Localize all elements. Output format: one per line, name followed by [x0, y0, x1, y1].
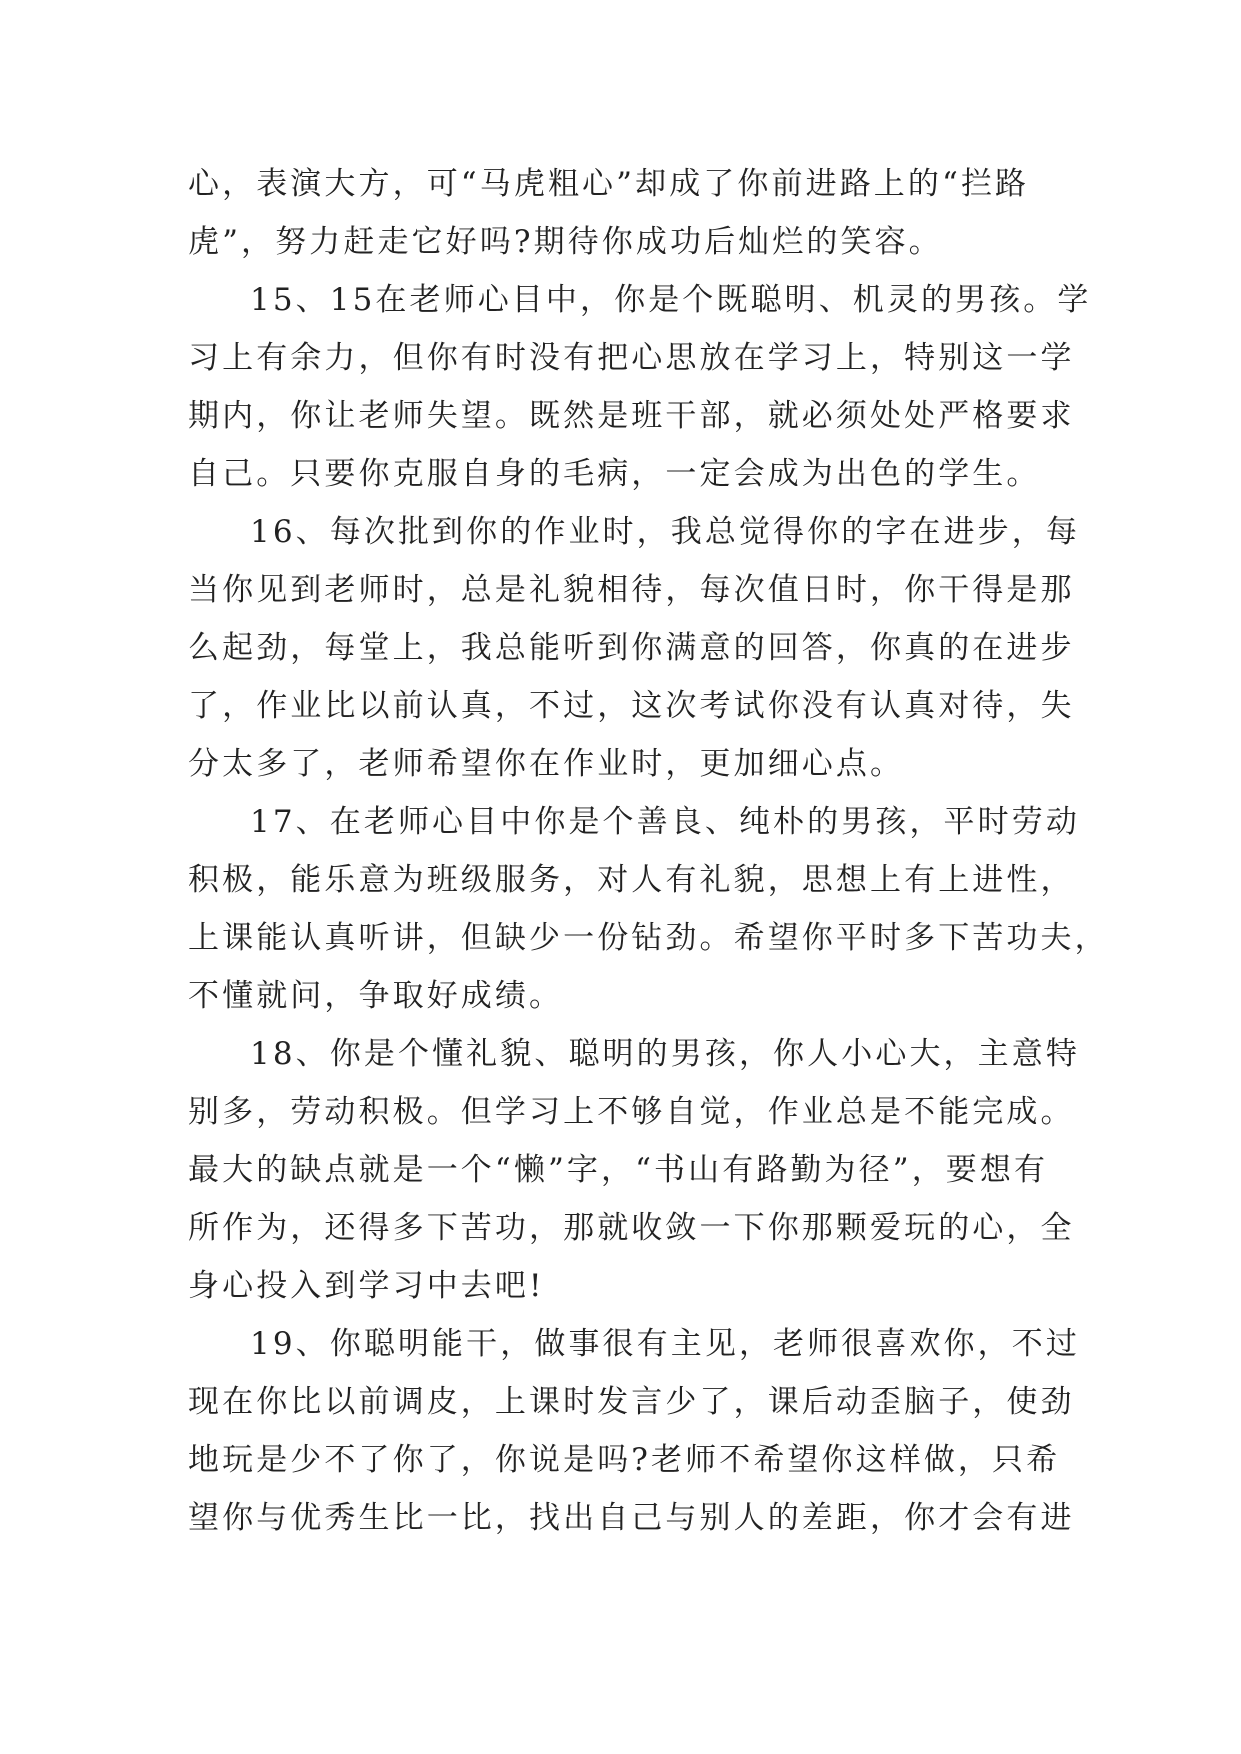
text-line: 最大的缺点就是一个“懒”字，“书山有路勤为径”，要想有	[188, 1152, 1049, 1188]
text-line: 别多，劳动积极。但学习上不够自觉，作业总是不能完成。	[188, 1094, 1075, 1130]
text-line: 自己。只要你克服自身的毛病，一定会成为出色的学生。	[188, 456, 1041, 492]
text-line: 身心投入到学习中去吧!	[188, 1268, 545, 1304]
text-line: 现在你比以前调皮，上课时发言少了，课后动歪脑子，使劲	[188, 1384, 1075, 1420]
text-line: 期内，你让老师失望。既然是班干部，就必须处处严格要求	[188, 398, 1075, 434]
paragraph-start-line: 18、你是个懂礼貌、聪明的男孩，你人小心大，主意特	[250, 1036, 1080, 1072]
text-line: 当你见到老师时，总是礼貌相待，每次值日时，你干得是那	[188, 572, 1075, 608]
paragraph-start-line: 15、15在老师心目中，你是个既聪明、机灵的男孩。学	[250, 282, 1092, 318]
paragraph-start-line: 16、每次批到你的作业时，我总觉得你的字在进步，每	[250, 514, 1080, 550]
text-line: 虎”，努力赶走它好吗?期待你成功后灿烂的笑容。	[188, 224, 943, 260]
paragraph-start-line: 17、在老师心目中你是个善良、纯朴的男孩，平时劳动	[250, 804, 1080, 840]
text-line: 上课能认真听讲，但缺少一份钻劲。希望你平时多下苦功夫，	[188, 920, 1109, 956]
text-line: 积极，能乐意为班级服务，对人有礼貌，思想上有上进性，	[188, 862, 1075, 898]
text-line: 了，作业比以前认真，不过，这次考试你没有认真对待，失	[188, 688, 1075, 724]
text-line: 望你与优秀生比一比，找出自己与别人的差距，你才会有进	[188, 1500, 1075, 1536]
text-line: 地玩是少不了你了，你说是吗?老师不希望你这样做，只希	[188, 1442, 1061, 1478]
text-line: 分太多了，老师希望你在作业时，更加细心点。	[188, 746, 905, 782]
text-line: 么起劲，每堂上，我总能听到你满意的回答，你真的在进步	[188, 630, 1075, 666]
text-line: 不懂就问，争取好成绩。	[188, 978, 564, 1014]
text-line: 心，表演大方，可“马虎粗心”却成了你前进路上的“拦路	[188, 166, 1030, 202]
text-line: 习上有余力，但你有时没有把心思放在学习上，特别这一学	[188, 340, 1075, 376]
text-line: 所作为，还得多下苦功，那就收敛一下你那颗爱玩的心，全	[188, 1210, 1075, 1246]
paragraph-start-line: 19、你聪明能干，做事很有主见，老师很喜欢你，不过	[250, 1326, 1080, 1362]
document-body	[188, 155, 1109, 1547]
